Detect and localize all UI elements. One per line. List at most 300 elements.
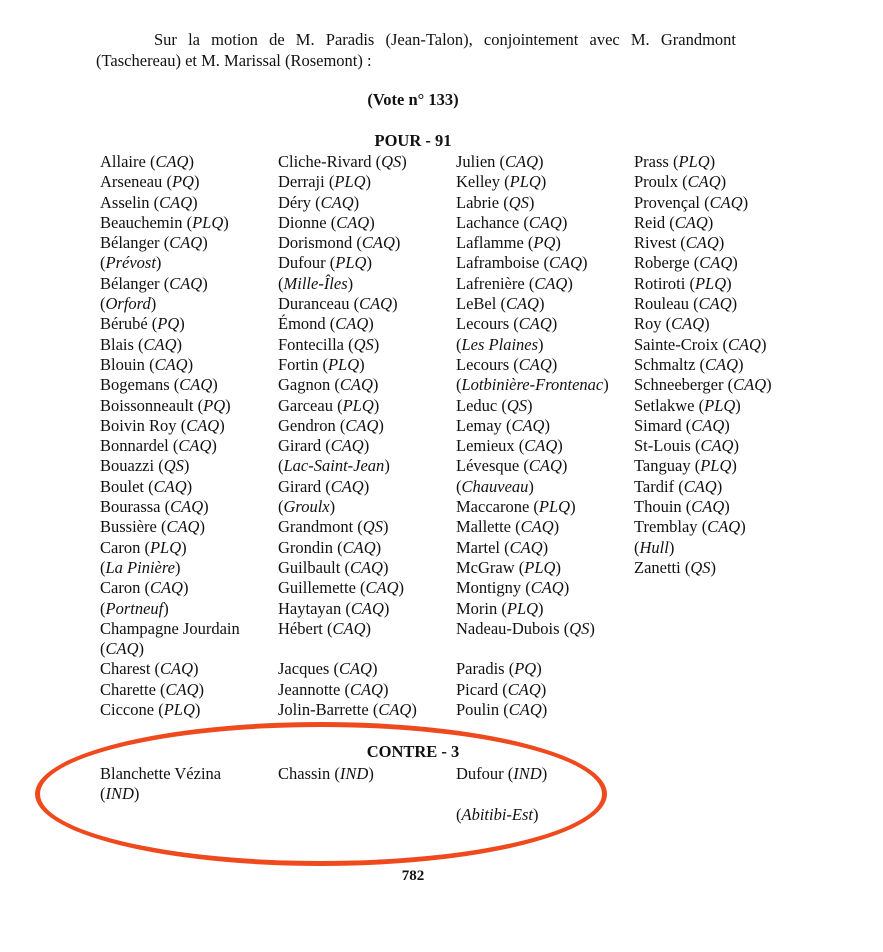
member-entry: Hébert (CAQ) <box>278 618 372 638</box>
member-entry: Nadeau-Dubois (QS) <box>456 618 595 638</box>
member-entry: Duranceau (CAQ) <box>278 294 398 314</box>
riding-name: Groulx <box>283 497 330 517</box>
member-entry: Proulx (CAQ) <box>634 172 727 192</box>
party-abbrev: CAQ <box>524 436 558 456</box>
party-abbrev: PLQ <box>700 456 732 476</box>
member-name: Jolin-Barrette <box>278 700 369 720</box>
riding-line: (Portneuf) <box>100 598 169 618</box>
member-entry: Guilbault (CAQ) <box>278 557 389 577</box>
member-name: Bélanger <box>100 233 160 253</box>
member-name: Proulx <box>634 172 679 192</box>
member-name: Girard <box>278 436 322 456</box>
member-name: Allaire <box>100 152 146 171</box>
party-abbrev: IND <box>105 784 134 804</box>
pour-column-3 <box>456 152 609 720</box>
member-name: Grandmont <box>278 517 354 537</box>
party-abbrev: CAQ <box>361 233 395 253</box>
member-entry: Bonnardel (CAQ) <box>100 436 217 456</box>
party-abbrev: PLQ <box>506 598 539 618</box>
riding-name: Prévost <box>105 253 156 273</box>
party-abbrev: QS <box>353 334 374 354</box>
member-name: Boulet <box>100 476 144 496</box>
riding-name: Orford <box>105 294 151 314</box>
party-abbrev: CAQ <box>727 334 761 354</box>
party-abbrev: CAQ <box>509 537 543 557</box>
member-entry: Tardif (CAQ) <box>634 476 723 496</box>
party-abbrev: CAQ <box>705 354 739 374</box>
member-entry: Fortin (PLQ) <box>278 354 365 374</box>
party-abbrev: PLQ <box>163 700 195 720</box>
riding-name: Chauveau <box>461 476 529 496</box>
party-abbrev: PLQ <box>524 557 556 577</box>
member-name: Hébert <box>278 618 323 638</box>
member-name: Guilbault <box>278 557 341 577</box>
party-abbrev: CAQ <box>186 415 220 435</box>
member-name: Rivest <box>634 233 677 253</box>
member-entry: Cliche-Rivard (QS) <box>278 152 407 171</box>
member-name: Guillemette <box>278 578 356 598</box>
member-entry: Lachance (CAQ) <box>456 212 568 232</box>
party-abbrev: CAQ <box>505 294 539 314</box>
member-entry: Girard (CAQ) <box>278 436 370 456</box>
party-abbrev: CAQ <box>105 639 139 659</box>
member-entry: McGraw (PLQ) <box>456 557 561 577</box>
member-name: Bouazzi <box>100 456 155 476</box>
member-entry: Lecours (CAQ) <box>456 314 558 334</box>
member-name: Tardif <box>634 476 675 496</box>
party-abbrev: CAQ <box>330 436 364 456</box>
member-name: Zanetti <box>634 557 681 577</box>
party-abbrev: QS <box>569 618 590 638</box>
party-abbrev: PLQ <box>704 395 736 415</box>
member-name: Girard <box>278 476 322 496</box>
party-abbrev: PLQ <box>149 537 182 557</box>
member-name: Jeannotte <box>278 679 341 699</box>
member-name: Lachance <box>456 212 520 232</box>
riding-name: Mille-Îles <box>283 273 348 293</box>
member-entry: Lecours (CAQ) <box>456 354 558 374</box>
member-name: Schneeberger <box>634 375 724 395</box>
member-name: Maccarone <box>456 497 530 517</box>
member-name: Lecours <box>456 354 510 374</box>
riding-name: Les Plaines <box>461 334 539 354</box>
party-abbrev: CAQ <box>149 578 183 598</box>
member-entry: Rouleau (CAQ) <box>634 294 738 314</box>
party-abbrev: CAQ <box>154 354 188 374</box>
party-abbrev: PLQ <box>327 354 360 374</box>
pour-heading: POUR - 91 <box>374 131 452 150</box>
member-name: Dionne <box>278 212 327 232</box>
member-entry: Chassin (IND) <box>278 764 374 783</box>
party-abbrev: CAQ <box>339 375 373 395</box>
party-abbrev: CAQ <box>350 598 384 618</box>
member-entry: Caron (PLQ) <box>100 537 187 557</box>
member-name: LeBel <box>456 294 497 314</box>
riding-line: (Prévost) <box>100 253 162 273</box>
vote-title: (Vote n° 133) <box>367 90 459 109</box>
member-name: Bérubé <box>100 314 148 334</box>
member-entry: Dufour (IND) <box>456 764 548 783</box>
party-abbrev: QS <box>362 517 383 537</box>
member-entry: Poulin (CAQ) <box>456 700 548 720</box>
party-abbrev: CAQ <box>700 436 734 456</box>
member-entry <box>100 764 221 784</box>
party-abbrev: CAQ <box>332 618 366 638</box>
member-entry: Lemieux (CAQ) <box>456 436 563 456</box>
member-entry: Thouin (CAQ) <box>634 497 730 517</box>
party-abbrev: CAQ <box>320 192 354 212</box>
member-name: Roy <box>634 314 662 334</box>
member-name: Arseneau <box>100 172 163 192</box>
member-entry: Provençal (CAQ) <box>634 192 749 212</box>
contre-column-1 <box>100 764 221 805</box>
member-name: Morin <box>456 598 498 618</box>
member-entry: Dufour (PLQ) <box>278 253 372 273</box>
party-abbrev: PLQ <box>509 172 541 192</box>
party-abbrev: CAQ <box>166 517 200 537</box>
member-name: Poulin <box>456 700 500 720</box>
member-name: Laflamme <box>456 233 524 253</box>
member-entry: Garceau (PLQ) <box>278 395 380 415</box>
party-abbrev: CAQ <box>338 659 372 679</box>
member-entry: Fontecilla (QS) <box>278 334 380 354</box>
member-name: McGraw <box>456 557 515 577</box>
member-entry: Gendron (CAQ) <box>278 415 384 435</box>
member-entry: Tremblay (CAQ) <box>634 517 746 537</box>
party-abbrev: PLQ <box>342 395 374 415</box>
member-name: Cliche-Rivard <box>278 152 372 171</box>
party-abbrev: CAQ <box>518 314 552 334</box>
party-abbrev: CAQ <box>345 415 379 435</box>
member-entry: Schneeberger (CAQ) <box>634 375 772 395</box>
party-abbrev: CAQ <box>160 659 194 679</box>
member-name: Lafrenière <box>456 273 525 293</box>
party-abbrev: CAQ <box>674 212 708 232</box>
member-name: Nadeau-Dubois <box>456 618 560 638</box>
member-entry: Tanguay (PLQ) <box>634 456 737 476</box>
member-name: Émond <box>278 314 326 334</box>
member-entry: Rotiroti (PLQ) <box>634 273 732 293</box>
riding-name: La Pinière <box>105 557 176 577</box>
member-name: Garceau <box>278 395 333 415</box>
member-name: Chassin <box>278 764 331 783</box>
member-entry: Émond (CAQ) <box>278 314 374 334</box>
member-name: Sainte-Croix <box>634 334 719 354</box>
member-name: Lecours <box>456 314 510 334</box>
member-name: Leduc <box>456 395 498 415</box>
contre-heading: CONTRE - 3 <box>366 742 460 761</box>
party-abbrev: CAQ <box>165 679 199 699</box>
party-abbrev: CAQ <box>349 557 383 577</box>
member-entry: Blais (CAQ) <box>100 334 183 354</box>
party-abbrev: CAQ <box>153 476 187 496</box>
party-abbrev: CAQ <box>691 415 725 435</box>
member-entry: Boissonneault (PQ) <box>100 395 231 415</box>
riding-name: Abitibi-Est <box>461 804 533 824</box>
party-abbrev: CAQ <box>143 334 177 354</box>
member-name: Bélanger <box>100 273 160 293</box>
riding-line: (Les Plaines) <box>456 334 544 354</box>
member-entry: Jeannotte (CAQ) <box>278 679 389 699</box>
party-abbrev: CAQ <box>699 253 733 273</box>
member-name: Laframboise <box>456 253 540 273</box>
member-name: Martel <box>456 537 500 557</box>
member-entry: Laflamme (PQ) <box>456 233 561 253</box>
member-name: Montigny <box>456 578 522 598</box>
member-entry: Bussière (CAQ) <box>100 517 205 537</box>
riding-name: Lac-Saint-Jean <box>283 456 385 476</box>
member-entry: Bérubé (PQ) <box>100 314 185 334</box>
member-name: Charest <box>100 659 151 679</box>
party-abbrev: CAQ <box>707 517 741 537</box>
member-entry: Grandmont (QS) <box>278 517 389 537</box>
riding-name: Portneuf <box>105 598 164 618</box>
member-entry: LeBel (CAQ) <box>456 294 545 314</box>
party-abbrev: CAQ <box>691 497 725 517</box>
party-abbrev: CAQ <box>169 233 203 253</box>
member-entry: Laframboise (CAQ) <box>456 253 588 273</box>
member-name: Paradis <box>456 659 505 679</box>
page-number: 782 <box>401 868 425 884</box>
member-name: Dufour <box>456 764 504 783</box>
member-name: Lévesque <box>456 456 520 476</box>
member-name: Grondin <box>278 537 333 557</box>
member-entry: Boulet (CAQ) <box>100 476 193 496</box>
party-abbrev: PQ <box>533 233 556 253</box>
member-entry: Boivin Roy (CAQ) <box>100 415 225 435</box>
member-entry: Gagnon (CAQ) <box>278 375 379 395</box>
member-name: Bogemans <box>100 375 170 395</box>
party-abbrev: CAQ <box>518 354 552 374</box>
member-entry: Caron (CAQ) <box>100 578 189 598</box>
member-name: Lemay <box>456 415 502 435</box>
motion-intro: Sur la motion de M. Paradis (Jean-Talon), conjointement avec M. Grandmont (Taschereau) et M. Marissal (Rosemont) : <box>96 30 736 70</box>
party-abbrev: CAQ <box>169 273 203 293</box>
party-abbrev: CAQ <box>155 152 189 171</box>
blank-line <box>456 639 609 659</box>
party-line: (CAQ) <box>100 639 144 659</box>
party-abbrev: CAQ <box>685 233 719 253</box>
member-name: Blouin <box>100 354 145 374</box>
member-entry: Bourassa (CAQ) <box>100 497 209 517</box>
member-entry: Beauchemin (PLQ) <box>100 212 229 232</box>
member-name: Schmaltz <box>634 354 696 374</box>
member-entry: Jacques (CAQ) <box>278 659 378 679</box>
member-entry: Asselin (CAQ) <box>100 192 198 212</box>
member-name: Duranceau <box>278 294 350 314</box>
party-abbrev: CAQ <box>733 375 767 395</box>
riding-name: Lotbinière-Frontenac <box>461 375 604 395</box>
member-name: Picard <box>456 679 499 699</box>
member-name: Boivin Roy <box>100 415 177 435</box>
member-name: Fontecilla <box>278 334 344 354</box>
pour-column-4 <box>634 152 772 578</box>
party-abbrev: IND <box>339 764 369 783</box>
member-name: Bourassa <box>100 497 161 517</box>
party-abbrev: CAQ <box>179 375 213 395</box>
party-abbrev: CAQ <box>349 679 383 699</box>
member-name: Champagne Jourdain <box>100 618 240 638</box>
member-entry: Leduc (QS) <box>456 395 533 415</box>
member-entry: Blouin (CAQ) <box>100 354 194 374</box>
member-name: Provençal <box>634 192 700 212</box>
member-entry: Ciccone (PLQ) <box>100 700 201 720</box>
member-name: Prass <box>634 152 669 171</box>
party-abbrev: CAQ <box>534 273 568 293</box>
member-name: Boissonneault <box>100 395 194 415</box>
party-abbrev: CAQ <box>530 578 564 598</box>
member-name: Setlakwe <box>634 395 695 415</box>
pour-column-1 <box>100 152 240 720</box>
riding-line: (Orford) <box>100 294 157 314</box>
riding-line: (Chauveau) <box>456 476 534 496</box>
member-entry: Picard (CAQ) <box>456 679 547 699</box>
member-name: Beauchemin <box>100 212 183 232</box>
party-abbrev: QS <box>163 456 184 476</box>
party-abbrev: CAQ <box>683 476 717 496</box>
member-name: Blais <box>100 334 134 354</box>
member-entry: Lafrenière (CAQ) <box>456 273 573 293</box>
party-abbrev: CAQ <box>330 476 364 496</box>
party-abbrev: CAQ <box>528 212 562 232</box>
member-entry: Dionne (CAQ) <box>278 212 375 232</box>
party-abbrev: CAQ <box>359 294 393 314</box>
member-name: Jacques <box>278 659 330 679</box>
party-abbrev: PLQ <box>335 253 367 273</box>
member-name: Thouin <box>634 497 682 517</box>
party-abbrev: CAQ <box>698 294 732 314</box>
party-abbrev: CAQ <box>549 253 583 273</box>
party-line: (IND) <box>100 784 140 804</box>
member-entry: Setlakwe (PLQ) <box>634 395 741 415</box>
party-abbrev: CAQ <box>336 212 370 232</box>
member-entry: Girard (CAQ) <box>278 476 370 496</box>
member-entry: Labrie (QS) <box>456 192 535 212</box>
member-entry: Allaire (CAQ) <box>100 152 194 171</box>
member-name: Rouleau <box>634 294 689 314</box>
member-name: Déry <box>278 192 311 212</box>
member-entry: Roy (CAQ) <box>634 314 710 334</box>
party-abbrev: PQ <box>203 395 226 415</box>
member-name: Julien <box>456 152 496 171</box>
party-abbrev: CAQ <box>709 192 743 212</box>
member-name: Caron <box>100 578 141 598</box>
riding-line: (Abitibi-Est) <box>456 804 539 824</box>
member-name: Caron <box>100 537 141 557</box>
contre-column-2 <box>278 764 374 784</box>
party-abbrev: CAQ <box>335 314 369 334</box>
member-entry: Grondin (CAQ) <box>278 537 382 557</box>
member-name: Dorismond <box>278 233 353 253</box>
member-name: Mallette <box>456 517 511 537</box>
party-abbrev: CAQ <box>378 700 412 720</box>
member-entry: Montigny (CAQ) <box>456 578 570 598</box>
member-entry: Bouazzi (QS) <box>100 456 190 476</box>
member-entry: Charette (CAQ) <box>100 679 205 699</box>
member-entry: Déry (CAQ) <box>278 192 360 212</box>
member-entry: Arseneau (PQ) <box>100 172 200 192</box>
party-abbrev: PLQ <box>678 152 710 171</box>
member-entry: Charest (CAQ) <box>100 659 199 679</box>
member-entry: Zanetti (QS) <box>634 557 717 577</box>
member-entry: Bogemans (CAQ) <box>100 375 218 395</box>
member-entry: Lévesque (CAQ) <box>456 456 568 476</box>
member-name: Asselin <box>100 192 150 212</box>
member-name: Bussière <box>100 517 157 537</box>
member-name: Tanguay <box>634 456 691 476</box>
party-abbrev: PQ <box>171 172 194 192</box>
riding-line: (Groulx) <box>278 497 336 517</box>
party-abbrev: PLQ <box>694 273 727 293</box>
riding-line: (Mille-Îles) <box>278 273 354 293</box>
riding-line: (Lotbinière-Frontenac) <box>456 375 609 395</box>
member-entry: Simard (CAQ) <box>634 415 730 435</box>
party-abbrev: IND <box>513 764 542 783</box>
member-name: Gendron <box>278 415 336 435</box>
member-entry: Maccarone (PLQ) <box>456 497 576 517</box>
member-entry: Julien (CAQ) <box>456 152 544 171</box>
party-abbrev: CAQ <box>528 456 562 476</box>
member-entry: St-Louis (CAQ) <box>634 436 739 456</box>
member-name: Labrie <box>456 192 500 212</box>
party-abbrev: PQ <box>514 659 537 679</box>
party-abbrev: CAQ <box>178 436 212 456</box>
member-name: Bonnardel <box>100 436 169 456</box>
member-name: Roberge <box>634 253 690 273</box>
party-abbrev: QS <box>690 557 711 577</box>
member-entry: Bélanger (CAQ) <box>100 233 208 253</box>
member-entry: Bélanger (CAQ) <box>100 273 208 293</box>
member-entry: Paradis (PQ) <box>456 659 542 679</box>
member-name: Kelley <box>456 172 500 192</box>
riding-line: (Hull) <box>634 537 675 557</box>
party-abbrev: PLQ <box>334 172 366 192</box>
blank-line <box>456 784 547 804</box>
member-entry: Guillemette (CAQ) <box>278 578 405 598</box>
member-entry: Mallette (CAQ) <box>456 517 560 537</box>
party-abbrev: CAQ <box>520 517 554 537</box>
member-entry: Sainte-Croix (CAQ) <box>634 334 767 354</box>
party-abbrev: QS <box>381 152 402 171</box>
member-name: Reid <box>634 212 666 232</box>
member-name: St-Louis <box>634 436 691 456</box>
member-entry: Rivest (CAQ) <box>634 233 725 253</box>
party-abbrev: QS <box>508 192 529 212</box>
member-entry: Roberge (CAQ) <box>634 253 738 273</box>
member-entry: Lemay (CAQ) <box>456 415 550 435</box>
member-name: Rotiroti <box>634 273 686 293</box>
party-abbrev: CAQ <box>508 700 542 720</box>
member-name: Gagnon <box>278 375 331 395</box>
member-entry: Schmaltz (CAQ) <box>634 354 744 374</box>
member-entry: Morin (PLQ) <box>456 598 544 618</box>
member-entry: Prass (PLQ) <box>634 152 716 171</box>
party-abbrev: CAQ <box>505 152 539 171</box>
member-entry: Dorismond (CAQ) <box>278 233 401 253</box>
party-abbrev: CAQ <box>687 172 721 192</box>
member-entry: Martel (CAQ) <box>456 537 549 557</box>
contre-column-3 <box>456 764 547 825</box>
member-name: Derraji <box>278 172 325 192</box>
member-entry: Reid (CAQ) <box>634 212 714 232</box>
member-name: Ciccone <box>100 700 155 720</box>
party-abbrev: QS <box>506 395 528 415</box>
party-abbrev: CAQ <box>159 192 193 212</box>
pour-column-2 <box>278 152 417 720</box>
riding-line: (Lac-Saint-Jean) <box>278 456 390 476</box>
party-abbrev: PQ <box>157 314 180 334</box>
member-name: Fortin <box>278 354 319 374</box>
